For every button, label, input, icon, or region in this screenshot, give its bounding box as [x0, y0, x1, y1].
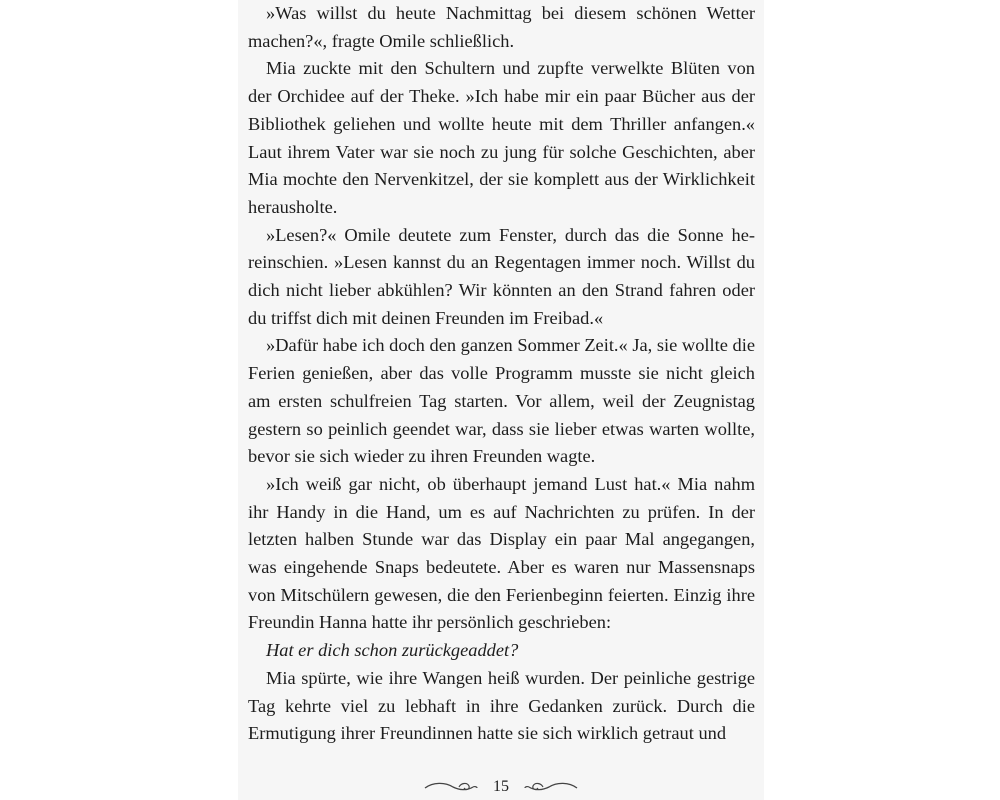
paragraph-5: »Ich weiß gar nicht, ob überhaupt jemand Lust hat.« Mia nahm ihr Handy in die Hand, um es auf Nachrichten zu prüfen. In der letzten halben Stunde war das Display ein paar Mal angegangen, was eingehende Snaps bedeutete. Aber es waren nur Massensnaps von Mitschülern gewesen, die den Ferienbeginn feierten. Einzig ihre Freundin Hanna hatte ihr persönlich geschrieben:	[248, 473, 755, 633]
paragraph-7: Mia spürte, wie ihre Wangen heiß wurden. Der peinliche gestrige Tag kehrte viel zu lebhaft in ihre Gedanken zurück. Durch die Ermutigung ihrer Freundinnen hatte sie sich wirklich getraut und	[248, 667, 755, 744]
paragraph-3: »Lesen?« Omile deutete zum Fenster, durch das die Sonne hereinschien. »Lesen kannst du an Regentagen immer noch. Willst du dich nicht lieber abkühlen? Wir könnten an den Strand fahren oder du triffst dich mit deinen Freunden im Freibad.«	[248, 224, 755, 328]
page-number: 15	[493, 778, 509, 795]
paragraph-1: »Was willst du heute Nachmittag bei diesem schönen Wetter machen?«, fragte Omile schließlich.	[248, 3, 755, 51]
page-footer	[238, 774, 764, 800]
left-flourish-icon	[423, 779, 479, 795]
paragraph-2: Mia zuckte mit den Schultern und zupfte verwelkte Blüten von der Orchidee auf der Theke. »Ich habe mir ein paar Bücher aus der Bibliothek geliehen und wollte heute mit dem Thriller anfangen.« Laut ihrem Vater war sie noch zu jung für solche Geschichten, aber Mia mochte den Nervenkitzel, der sie komplett aus der Wirklichkeit herausholte.	[248, 58, 755, 217]
paragraph-4: »Dafür habe ich doch den ganzen Sommer Zeit.« Ja, sie wollte die Ferien genießen, aber das volle Programm musste sie nicht gleich am ersten schulfreien Tag starten. Vor allem, weil der Zeugnistag gestern so peinlich geendet war, dass sie lieber etwas warten wollte, bevor sie sich wieder zu ihren Freunden wagte.	[248, 335, 755, 467]
page-text	[248, 0, 755, 748]
right-flourish-icon	[523, 779, 579, 795]
paragraph-6-italic-message: Hat er dich schon zurückgeaddet?	[266, 640, 519, 661]
